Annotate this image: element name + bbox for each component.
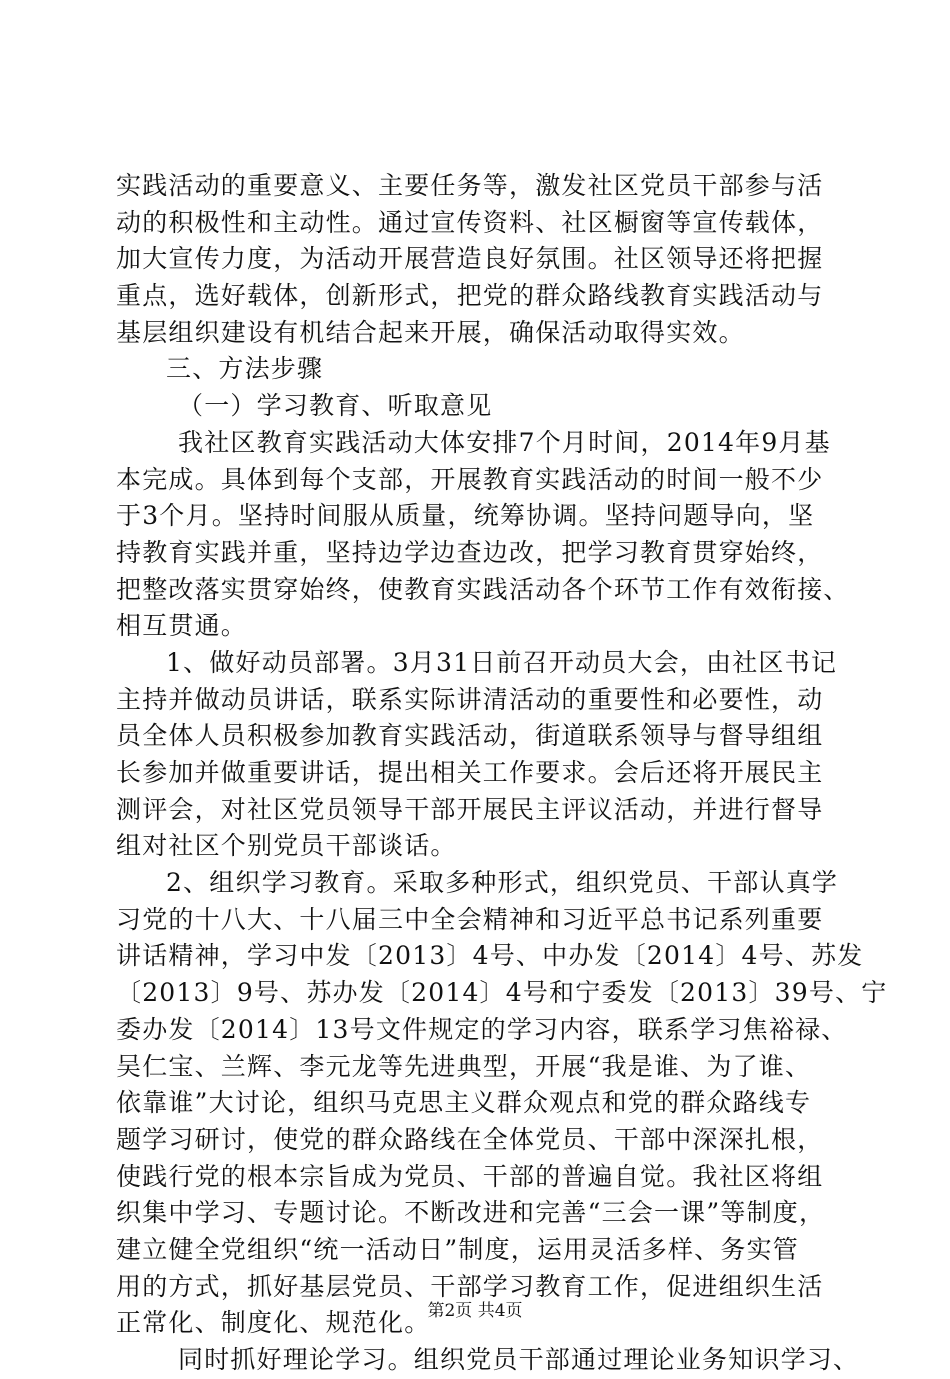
- body-text-line: 正常化、制度化、规范化。: [116, 1308, 431, 1338]
- body-text-line: 员全体人员积极参加教育实践活动，街道联系领导与督导组组: [116, 721, 824, 751]
- body-text-line: 把整改落实贯穿始终，使教育实践活动各个环节工作有效衔接、: [116, 574, 850, 604]
- body-text-line: 我社区教育实践活动大体安排7个月时间，2014年9月基: [178, 427, 831, 457]
- body-text-line: 持教育实践并重，坚持边学边查边改，把学习教育贯穿始终，: [116, 537, 824, 567]
- body-text-line: 题学习研讨，使党的群众路线在全体党员、干部中深深扎根，: [116, 1124, 824, 1154]
- body-text-line: 加大宣传力度，为活动开展营造良好氛围。社区领导还将把握: [116, 244, 824, 274]
- body-text-line: 依靠谁”大讨论，组织马克思主义群众观点和党的群众路线专: [116, 1088, 812, 1118]
- body-text-line: 重点，选好载体，创新形式，把党的群众路线教育实践活动与: [116, 281, 824, 311]
- body-text-line: 吴仁宝、兰辉、李元龙等先进典型，开展“我是谁、为了谁、: [116, 1051, 812, 1081]
- body-text-line: 建立健全党组织“统一活动日”制度，运用灵活多样、务实管: [116, 1234, 799, 1264]
- body-text-line: 使践行党的根本宗旨成为党员、干部的普遍自觉。我社区将组: [116, 1161, 824, 1191]
- body-text-line: 基层组织建设有机结合起来开展，确保活动取得实效。: [116, 317, 745, 347]
- body-text-line: 本完成。具体到每个支部，开展教育实践活动的时间一般不少: [116, 464, 824, 494]
- body-text-line: 讲话精神，学习中发〔2013〕4号、中办发〔2014〕4号、苏发: [116, 941, 864, 971]
- body-text-line: 组对社区个别党员干部谈话。: [116, 831, 457, 861]
- body-text-line: 动的积极性和主动性。通过宣传资料、社区橱窗等宣传载体，: [116, 207, 824, 237]
- body-text-line: 习党的十八大、十八届三中全会精神和习近平总书记系列重要: [116, 904, 824, 934]
- body-text-line: 2、组织学习教育。采取多种形式，组织党员、干部认真学: [166, 868, 839, 898]
- body-text-line: 三、方法步骤: [166, 354, 324, 384]
- body-text-line: 用的方式，抓好基层党员、干部学习教育工作，促进组织生活: [116, 1271, 824, 1301]
- body-text-line: 长参加并做重要讲话，提出相关工作要求。会后还将开展民主: [116, 758, 824, 787]
- body-text-line: 相互贯通。: [116, 611, 248, 641]
- body-text-line: 于3个月。坚持时间服从质量，统筹协调。坚持问题导向，坚: [116, 501, 815, 531]
- body-text-line: 同时抓好理论学习。组织党员干部通过理论业务知识学习、: [178, 1345, 860, 1374]
- body-text-line: （一）学习教育、听取意见: [178, 391, 493, 421]
- body-text-line: 织集中学习、专题讨论。不断改进和完善“三会一课”等制度，: [116, 1198, 826, 1228]
- body-text-line: 〔2013〕9号、苏办发〔2014〕4号和宁委发〔2013〕39号、宁: [116, 978, 888, 1008]
- body-text-line: 1、做好动员部署。3月31日前召开动员大会，由社区书记: [166, 647, 838, 677]
- body-text-line: 测评会，对社区党员领导干部开展民主评议活动，并进行督导: [116, 794, 824, 824]
- document-body: [116, 168, 888, 1379]
- page-number-footer: 第2页 共4页: [427, 1301, 523, 1321]
- body-text-line: 委办发〔2014〕13号文件规定的学习内容，联系学习焦裕禄、: [116, 1014, 848, 1044]
- body-text-line: 主持并做动员讲话，联系实际讲清活动的重要性和必要性，动: [116, 684, 824, 714]
- body-text-line: 实践活动的重要意义、主要任务等，激发社区党员干部参与活: [116, 171, 824, 200]
